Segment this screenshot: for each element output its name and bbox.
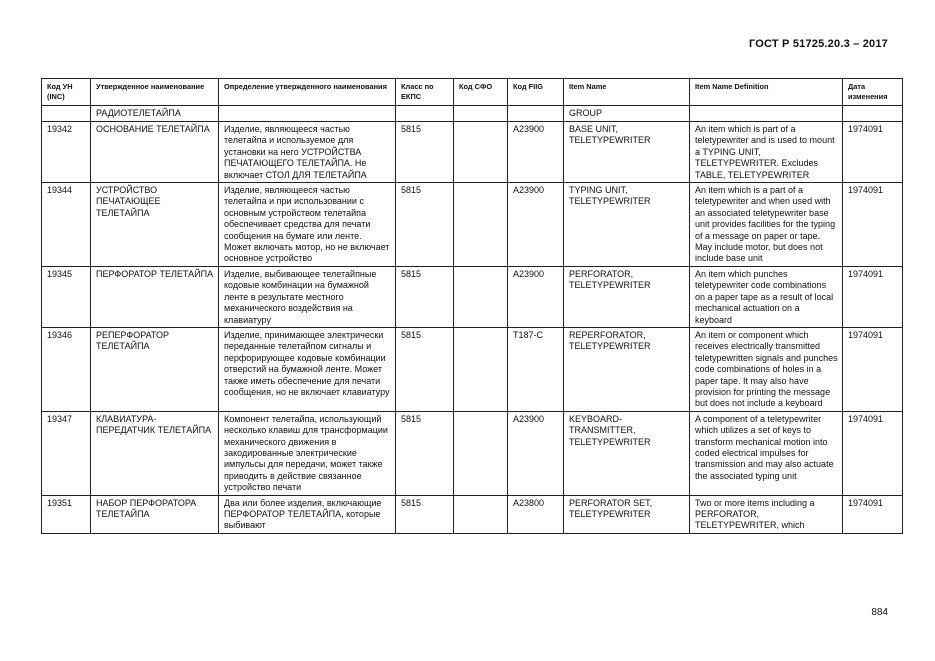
- cell-definition: Изделие, принимающее электрически переданные телетайпом сигналы и перфорирующее кодовые комбинации отверстий на бумажной ленте. Может также иметь обеспечение для печати сообщения, но не включает клавиатуру: [219, 327, 396, 411]
- cell-class: 5815: [396, 266, 454, 327]
- group-name: РАДИОТЕЛЕТАЙПА: [91, 106, 219, 122]
- cell-class: 5815: [396, 122, 454, 183]
- group-item-name: GROUP: [564, 106, 690, 122]
- table-row: [42, 183, 903, 267]
- table-header-row: [42, 79, 903, 106]
- cell-item-name: REPERFORATOR, TELETYPEWRITER: [564, 327, 690, 411]
- cell-fiig: A23900: [508, 411, 564, 495]
- cell-definition: Компонент телетайпа, использующий несколько клавиш для трансформации механического движения в закодированные электрические импульсы для передачи, может также приводить в действие связанное устройство печати: [219, 411, 396, 495]
- cell-inc: 19351: [42, 495, 91, 533]
- cell-approved-name: НАБОР ПЕРФОРАТОРА ТЕЛЕТАЙПА: [91, 495, 219, 533]
- cell-sfo: [454, 183, 508, 267]
- cell-inc: 19345: [42, 266, 91, 327]
- cell-approved-name: УСТРОЙСТВО ПЕЧАТАЮЩЕЕ ТЕЛЕТАЙПА: [91, 183, 219, 267]
- cell-item-definition: Two or more items including a PERFORATOR, TELETYPEWRITER, which: [690, 495, 843, 533]
- cell-change-date: 1974091: [843, 122, 903, 183]
- cell-item-name: PERFORATOR SET, TELETYPEWRITER: [564, 495, 690, 533]
- cell-fiig: A23900: [508, 183, 564, 267]
- cell-fiig: T187-C: [508, 327, 564, 411]
- group-row: [42, 106, 903, 122]
- column-header-fiig: Код FIIG: [508, 79, 564, 106]
- cell-fiig: A23900: [508, 266, 564, 327]
- cell-change-date: 1974091: [843, 327, 903, 411]
- cell-sfo: [454, 495, 508, 533]
- cell-change-date: 1974091: [843, 495, 903, 533]
- column-header-sfo: Код СФО: [454, 79, 508, 106]
- cell-definition: Изделие, выбивающее телетайпные кодовые комбинации на бумажной ленте в результате местного механического воздействия на клавиатуру: [219, 266, 396, 327]
- table-row: [42, 266, 903, 327]
- cell-item-definition: An item which is part of a teletypewriter and is used to mount a TYPING UNIT, TELETYPEWRITER. Excludes TABLE, TELETYPEWRITER: [690, 122, 843, 183]
- cell-item-name: BASE UNIT, TELETYPEWRITER: [564, 122, 690, 183]
- table-row: [42, 495, 903, 533]
- cell-item-definition: An item or component which receives electrically transmitted teletypewritten signals and punches code combinations of holes in a paper tape. It may also have provision for printing the message but does not include a keyboard: [690, 327, 843, 411]
- cell-change-date: 1974091: [843, 183, 903, 267]
- cell-inc: 19347: [42, 411, 91, 495]
- cell-change-date: 1974091: [843, 266, 903, 327]
- cell-item-name: TYPING UNIT, TELETYPEWRITER: [564, 183, 690, 267]
- catalog-table: [41, 78, 903, 534]
- column-header-approved-name: Утвержденное наименование: [91, 79, 219, 106]
- cell-class: 5815: [396, 327, 454, 411]
- cell-definition: Два или более изделия, включающие ПЕРФОРАТОР ТЕЛЕТАЙПА, которые выбивают: [219, 495, 396, 533]
- column-header-item-definition: Item Name Definition: [690, 79, 843, 106]
- document-standard-code: ГОСТ Р 51725.20.3 – 2017: [748, 38, 888, 50]
- cell-approved-name: ОСНОВАНИЕ ТЕЛЕТАЙПА: [91, 122, 219, 183]
- cell-inc: 19344: [42, 183, 91, 267]
- cell-class: 5815: [396, 495, 454, 533]
- table-row: [42, 122, 903, 183]
- column-header-class: Класс по ЕКПС: [396, 79, 454, 106]
- cell-sfo: [454, 122, 508, 183]
- cell-item-name: KEYBOARD-TRANSMITTER, TELETYPEWRITER: [564, 411, 690, 495]
- page-number: 884: [871, 607, 888, 618]
- cell-definition: Изделие, являющееся частью телетайпа и при использовании с основным устройством телетайпа обеспечивает средства для печати сообщения на бумаге или ленте. Может включать мотор, но не включает основное устройство: [219, 183, 396, 267]
- column-header-inc: Код УН (INC): [42, 79, 91, 106]
- cell-sfo: [454, 327, 508, 411]
- cell-class: 5815: [396, 183, 454, 267]
- cell-item-definition: A component of a teletypewriter which utilizes a set of keys to transform mechanical motion into coded electrical impulses for transmission and may also actuate the associated typing unit: [690, 411, 843, 495]
- cell-approved-name: РЕПЕРФОРАТОР ТЕЛЕТАЙПА: [91, 327, 219, 411]
- cell-definition: Изделие, являющееся частью телетайпа и используемое для установки на него УСТРОЙСТВА ПЕЧАТАЮЩЕГО ТЕЛЕТАЙПА. Не включает СТОЛ ДЛЯ ТЕЛЕТАЙПА: [219, 122, 396, 183]
- cell-class: 5815: [396, 411, 454, 495]
- cell-item-name: PERFORATOR, TELETYPEWRITER: [564, 266, 690, 327]
- cell-change-date: 1974091: [843, 411, 903, 495]
- cell-sfo: [454, 411, 508, 495]
- column-header-item-name: Item Name: [564, 79, 690, 106]
- cell-item-definition: An item which punches teletypewriter code combinations on a paper tape as a result of local mechanical actuation on a keyboard: [690, 266, 843, 327]
- cell-inc: 19342: [42, 122, 91, 183]
- cell-fiig: A23900: [508, 122, 564, 183]
- cell-approved-name: КЛАВИАТУРА-ПЕРЕДАТЧИК ТЕЛЕТАЙПА: [91, 411, 219, 495]
- cell-inc: 19346: [42, 327, 91, 411]
- table-row: [42, 411, 903, 495]
- cell-item-definition: An item which is a part of a teletypewriter and when used with an associated teletypewriter base unit provides facilities for the typing of a message on paper or tape. May include motor, but does not include base unit: [690, 183, 843, 267]
- column-header-definition: Определение утвержденного наименования: [219, 79, 396, 106]
- cell-sfo: [454, 266, 508, 327]
- column-header-change-date: Дата изменения: [843, 79, 903, 106]
- cell-fiig: A23800: [508, 495, 564, 533]
- table-row: [42, 327, 903, 411]
- cell-approved-name: ПЕРФОРАТОР ТЕЛЕТАЙПА: [91, 266, 219, 327]
